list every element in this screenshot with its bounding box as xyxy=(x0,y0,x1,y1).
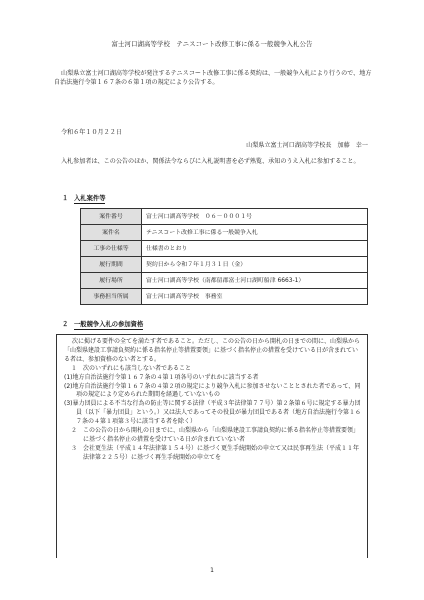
section1-number: １ xyxy=(62,195,69,202)
info-row xyxy=(81,289,368,305)
section2-title: 一般競争入札の参加資格 xyxy=(74,321,144,328)
info-value: 契約日から令和７年１月３１日（金） xyxy=(142,257,368,273)
info-row xyxy=(81,241,368,257)
signature-line: 山梨県立富士河口湖高等学校長 加藤 幸一 xyxy=(246,142,368,149)
info-label: 事務担当所属 xyxy=(81,289,142,305)
eligibility-item-1: １ 次のいずれにも該当しない者であること xyxy=(71,364,192,372)
info-value: テニスコート改修工事に係る一般競争入札 xyxy=(142,225,368,241)
info-row xyxy=(81,225,368,241)
info-value: 富士河口湖高等学校（南都留郡富士河口湖町船津 6663-1） xyxy=(142,273,368,289)
info-label: 案件番号 xyxy=(81,209,142,225)
info-value: 富士河口湖高等学校 事務室 xyxy=(142,289,368,305)
info-row xyxy=(81,209,368,225)
info-value: 仕様書のとおり xyxy=(142,241,368,257)
notice-date: 令和６年１０月２２日 xyxy=(61,129,122,136)
eligibility-item-1-1: (1)地方自治法施行令第１６７条の４第１項各号のいずれかに該当する者 xyxy=(64,373,259,381)
info-value: 富士河口湖高等学校 ０６－０００１号 xyxy=(142,209,368,225)
project-info-table xyxy=(80,208,368,305)
info-label: 履行期間 xyxy=(81,257,142,273)
intro-paragraph: 山梨県立富士河口湖高等学校が発注するテニスコート改修工事に係る契約は、一般競争入札により行うので、地方自治法施行令第１６７条の６第１項の規定により公告する。 xyxy=(54,70,372,86)
info-row xyxy=(81,273,368,289)
info-label: 履行場所 xyxy=(81,273,142,289)
section2-number: ２ xyxy=(62,321,69,328)
section1-heading xyxy=(62,194,105,203)
page-number: 1 xyxy=(210,567,214,574)
eligibility-box xyxy=(56,334,368,558)
eligibility-lead: 次に掲げる要件の全てを満たす者であること。ただし、この公告の日から開札の日までの間に、山梨県から「山梨県建設工事請負契約に係る指名停止等措置要領」に基づく指名停止の措置を受けている日が含まれている者は、参加資格のない者とする。 xyxy=(64,338,361,363)
eligibility-item-1-2: (2)地方自治法施行令第１６７条の４第２項の規定により競争入札に参加させないこととされた者であって、同項の規定により定められた期間を経過していないもの xyxy=(64,382,361,399)
info-label: 工事の仕様等 xyxy=(81,241,142,257)
eligibility-item-1-3: (3)暴力団員による不当な行為の防止等に関する法律（平成３年法律第７７号）第２条第６号に規定する暴力団員（以下「暴力団員」という。）又は法人であってその役員が暴力団員である者（地方自治法施行令第１６７条の４第１項第３号に該当する者を除く） xyxy=(64,400,361,426)
info-label: 案件名 xyxy=(81,225,142,241)
eligibility-item-3: ３ 会社更生法（平成１４年法律第１５４号）に基づく更生手続開始の申立て又は民事再生法（平成１１年法律第２２５号）に基づく再生手続開始の申立てを xyxy=(71,444,360,461)
eligibility-item-2: ２ この公告の日から開札の日までに、山梨県から「山梨県建設工事請負契約に係る指名停止等措置要領」に基づく指名停止の措置を受けている日が含まれていない者 xyxy=(71,427,360,443)
section2-heading xyxy=(62,320,143,329)
document-title: 富士河口湖高等学校 テニスコート改修工事に係る一般競争入札公告 xyxy=(111,40,313,48)
section1-title: 入札案件等 xyxy=(74,195,106,202)
participant-notice: 入札参加者は、この公告のほか、関係法令ならびに入札説明書を必ず熟覧、承知のうえ入札に参加すること。 xyxy=(61,158,360,165)
info-row xyxy=(81,257,368,273)
